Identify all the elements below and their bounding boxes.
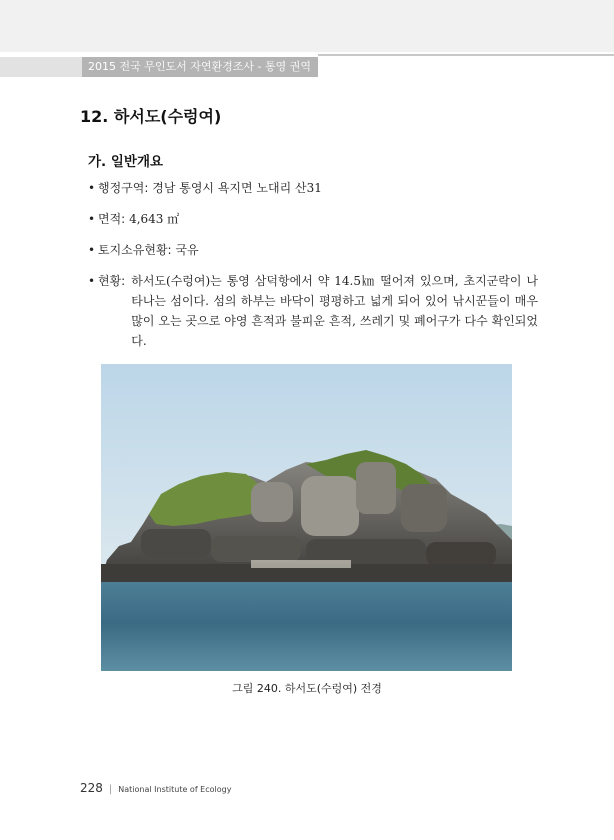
list-item-current-status — [88, 271, 538, 351]
bullet-dot: • — [88, 274, 96, 288]
section-title: 12. 하서도(수렁여) — [80, 107, 222, 126]
bullet-label: 현황: — [98, 274, 126, 288]
bullet-dot: • — [88, 181, 96, 195]
bullet-label: 행정구역: — [98, 181, 149, 195]
overview-list — [88, 178, 538, 362]
rock-boulder — [426, 542, 496, 566]
header-tab-edge — [0, 57, 82, 77]
footer-organization: National Institute of Ecology — [118, 785, 232, 794]
page-number: 228 — [80, 781, 103, 795]
bullet-dot: • — [88, 212, 96, 226]
rock-boulder — [401, 484, 447, 532]
page-footer — [80, 781, 231, 795]
header-band — [0, 0, 614, 52]
bullet-text: 국유 — [175, 243, 199, 257]
header-rule — [318, 54, 614, 56]
figure-caption: 그림 240. 하서도(수렁여) 전경 — [232, 682, 382, 695]
island-photo — [101, 364, 512, 671]
sea — [101, 576, 512, 671]
bullet-text: 4,643 ㎡ — [129, 212, 180, 226]
list-item-area — [88, 209, 538, 229]
rock-boulder — [251, 482, 293, 522]
subsection-title: 가. 일반개요 — [88, 154, 164, 170]
running-title: 2015 전국 무인도서 자연환경조사 - 통영 권역 — [82, 57, 318, 77]
rock-boulder — [356, 462, 396, 514]
rock-highlight — [251, 560, 351, 568]
list-item-land-ownership — [88, 240, 538, 260]
footer-separator: | — [108, 784, 113, 795]
bullet-text: 경남 통영시 욕지면 노대리 산31 — [152, 181, 322, 195]
rock-boulder — [141, 529, 211, 557]
bullet-label: 토지소유현황: — [98, 243, 172, 257]
list-item-admin-district — [88, 178, 538, 198]
rock-boulder — [301, 476, 359, 536]
bullet-label: 면적: — [98, 212, 126, 226]
bullet-dot: • — [88, 243, 96, 257]
rock-boulder — [211, 536, 301, 562]
bullet-text: 하서도(수렁여)는 통영 삼덕항에서 약 14.5㎞ 떨어져 있으며, 초지군락이 나타나는 섬이다. 섬의 하부는 바닥이 평평하고 넓게 되어 있어 낚시꾼들이 매우 많이 오는 곳으로 야영 흔적과 불피운 흔적, 쓰레기 및 폐어구가 다수 확인되었다. — [131, 274, 538, 348]
